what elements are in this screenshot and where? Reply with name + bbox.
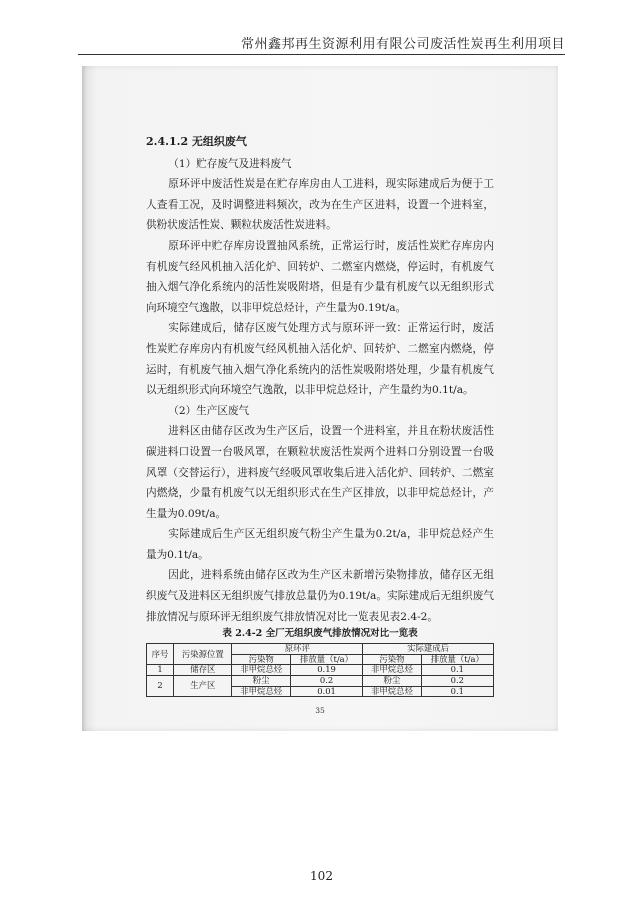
table-header-row — [147, 644, 494, 655]
header-seq: 序号 — [147, 644, 174, 665]
paragraph: 因此，进料系统由储存区改为生产区未新增污染物排放，储存区无组织废气及进料区无组织废气排放总量仍为0.19t/a。实际建成后无组织废气排放情况与原环评无组织废气排放情况对比一览表见表2.4-2。 — [146, 569, 494, 623]
header-pollutant: 污染物 — [363, 654, 421, 665]
header-pollutant: 污染物 — [232, 654, 290, 665]
cell-source: 储存区 — [174, 665, 232, 676]
cell-orig-value: 0.2 — [290, 676, 362, 687]
subheading-production: （2）生产区废气 — [168, 404, 250, 417]
header-rule — [78, 54, 565, 55]
page-number: 102 — [310, 869, 333, 883]
cell-orig-value: 0.01 — [290, 686, 362, 697]
cell-orig-pollutant: 非甲烷总烃 — [232, 665, 290, 676]
paragraph: 进料区由储存区改为生产区后，设置一个进料室，并且在粉状废活性碳进料口设置一台吸风罩，在颗粒状废活性炭两个进料口分别设置一台吸风罩（交替运行），进料废气经吸风罩收集后进入活化炉、回转炉、二燃室内燃烧，少量有机废气以无组织形式在生产区排放，以非甲烷总烃计，产生量为0.09t/a。 — [146, 425, 494, 520]
table-row — [147, 676, 494, 687]
header-source: 污染源位置 — [174, 644, 232, 665]
paragraph: 实际建成后生产区无组织废气粉尘产生量为0.2t/a，非甲烷总烃产生量为0.1t/a。 — [146, 528, 494, 561]
paragraph: 实际建成后，储存区废气处理方式与原环评一致：正常运行时，废活性炭贮存库房内有机废气经风机抽入活化炉、回转炉、二燃室内燃烧，停运时，有机废气抽入烟气净化系统内的活性炭吸附塔处理，少量有机废气以无组织形式向环境空气逸散，以非甲烷总烃计，产生量约为0.1t/a。 — [146, 322, 494, 397]
cell-act-value: 0.2 — [421, 676, 493, 687]
cell-seq: 1 — [147, 665, 174, 676]
header-actual-group: 实际建成后 — [363, 644, 494, 655]
table-caption: 表 2.4-2 全厂无组织废气排放情况对比一览表 — [222, 628, 418, 640]
header-emission: 排放量（t/a） — [421, 654, 493, 665]
scanned-page-image — [82, 66, 558, 731]
header-emission: 排放量（t/a） — [290, 654, 362, 665]
cell-source: 生产区 — [174, 676, 232, 697]
paragraph: 原环评中废活性炭是在贮存库房由人工进料，现实际建成后为便于工人查看工况，及时调整进料频次，改为在生产区进料，设置一个进料室，供粉状废活性炭、颗粒状废活性炭进料。 — [146, 178, 494, 232]
scanned-page-body — [146, 132, 494, 697]
cell-act-pollutant: 非甲烷总烃 — [363, 686, 421, 697]
emission-comparison-table — [146, 643, 494, 697]
cell-seq: 2 — [147, 676, 174, 697]
table-row — [147, 665, 494, 676]
header-original-group: 原环评 — [232, 644, 363, 655]
scanned-page-number: 35 — [315, 706, 325, 715]
paragraph: 原环评中贮存库房设置抽风系统，正常运行时，废活性炭贮存库房内有机废气经风机抽入活化炉、回转炉、二燃室内燃烧，停运时，有机废气抽入烟气净化系统内的活性炭吸附塔，但是有少量有机废气以无组织形式向环境空气逸散，以非甲烷总烃计，产生量为0.19t/a。 — [146, 239, 494, 314]
cell-orig-pollutant: 非甲烷总烃 — [232, 686, 290, 697]
cell-act-pollutant: 非甲烷总烃 — [363, 665, 421, 676]
cell-act-pollutant: 粉尘 — [363, 676, 421, 687]
subheading-storage-feed: （1）贮存废气及进料废气 — [168, 157, 292, 170]
cell-act-value: 0.1 — [421, 665, 493, 676]
cell-orig-pollutant: 粉尘 — [232, 676, 290, 687]
cell-orig-value: 0.19 — [290, 665, 362, 676]
header-title: 常州鑫邦再生资源利用有限公司废活性炭再生利用项目 — [240, 37, 565, 52]
cell-act-value: 0.1 — [421, 686, 493, 697]
section-heading: 2.4.1.2 无组织废气 — [146, 135, 247, 148]
